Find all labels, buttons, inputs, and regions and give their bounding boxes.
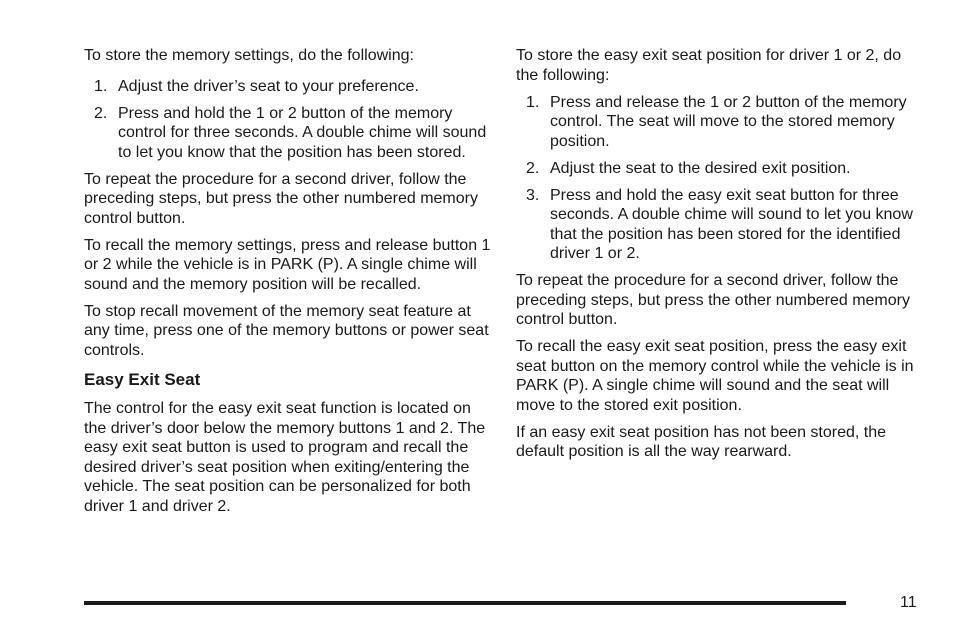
stop-recall-paragraph: To stop recall movement of the memory seat feature at any time, press one of the memory buttons or power seat controls. [84, 302, 489, 359]
section-heading: Easy Exit Seat [84, 370, 201, 389]
memory-store-steps [84, 77, 492, 163]
step-text: Press and release the 1 or 2 button of the memory control. The seat will move to the stored memory position. [550, 93, 907, 150]
memory-store-intro: To store the memory settings, do the following: [84, 47, 414, 64]
list-item [516, 159, 916, 179]
list-item [84, 77, 492, 97]
repeat-procedure-paragraph: To repeat the procedure for a second driver, follow the preceding steps, but press the other numbered memory control button. [516, 272, 910, 328]
step-number: 1. [526, 93, 540, 111]
recall-memory-paragraph: To recall the memory settings, press and release button 1 or 2 while the vehicle is in PARK (P). A single chime will sound and the memory position will be recalled. [84, 236, 491, 293]
footer-rule [84, 601, 846, 605]
step-text: Adjust the driver’s seat to your preference. [118, 77, 419, 95]
step-text: Adjust the seat to the desired exit position. [550, 159, 851, 177]
step-text: Press and hold the easy exit seat button for three seconds. A double chime will sound to let you know that the position has been stored for the identified driver 1 or 2. [550, 186, 913, 262]
right-column [516, 46, 916, 469]
recall-easy-exit-paragraph: To recall the easy exit seat position, press the easy exit seat button on the memory control while the vehicle is in PARK (P). A single chime will sound and the seat will move to the stored exit position. [516, 338, 914, 414]
left-column [84, 46, 492, 524]
repeat-procedure-paragraph: To repeat the procedure for a second driver, follow the preceding steps, but press the other numbered memory control button. [84, 170, 478, 227]
step-number: 2. [94, 104, 108, 122]
list-item [516, 93, 916, 152]
list-item [516, 186, 916, 264]
default-position-paragraph: If an easy exit seat position has not been stored, the default position is all the way rearward. [516, 423, 887, 460]
page-number: 11 [900, 594, 917, 611]
easy-exit-control-paragraph: The control for the easy exit seat function is located on the driver’s door below the memory buttons 1 and 2. The easy exit seat button is used to program and recall the desired driver’s seat position when exiting/entering the vehicle. The seat position can be personalized for both driver 1 and driver 2. [84, 400, 486, 515]
easy-exit-store-intro: To store the easy exit seat position for driver 1 or 2, do the following: [516, 47, 902, 84]
step-number: 3. [526, 186, 540, 204]
step-number: 2. [526, 159, 540, 177]
step-text: Press and hold the 1 or 2 button of the memory control for three seconds. A double chime will sound to let you know that the position has been stored. [118, 104, 487, 161]
step-number: 1. [94, 77, 108, 95]
list-item [84, 104, 492, 163]
easy-exit-store-steps [516, 93, 916, 264]
